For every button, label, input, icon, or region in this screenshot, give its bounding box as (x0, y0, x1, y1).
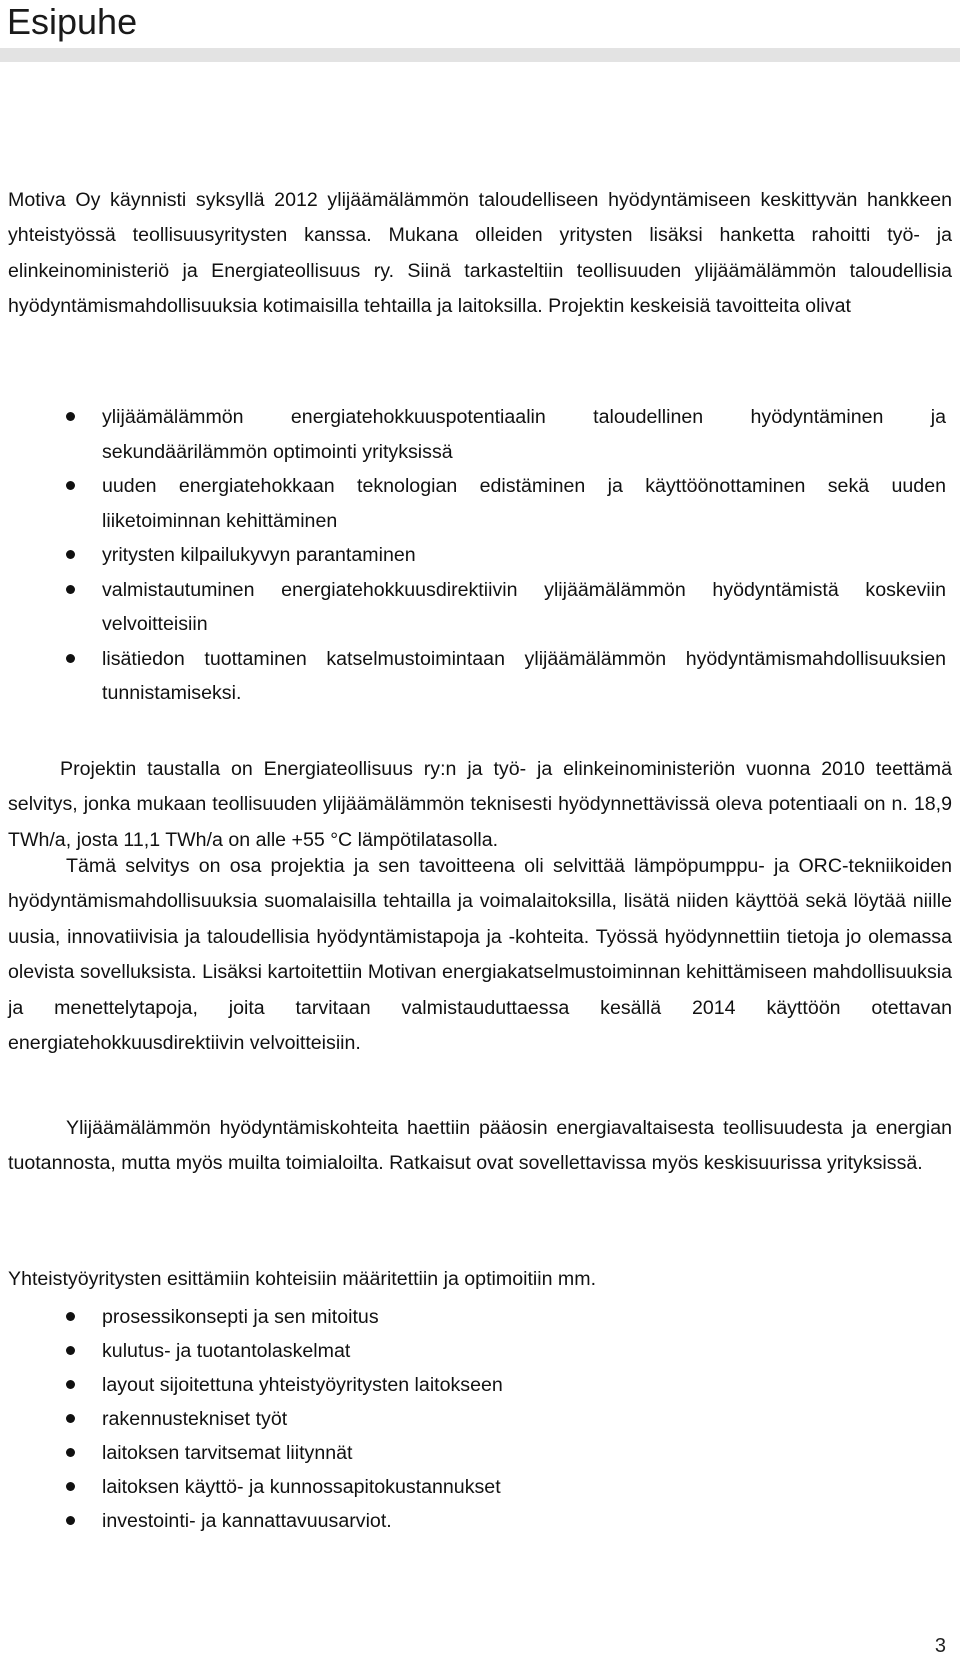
bullet-icon (66, 1380, 75, 1389)
bullet-icon (66, 550, 75, 559)
partner-item-text: laitoksen käyttö- ja kunnossapitokustannukset (102, 1476, 501, 1498)
partner-items-list (8, 1300, 952, 1538)
targets-paragraph: Ylijäämälämmön hyödyntämiskohteita haettiin pääosin energiavaltaisesta teollisuudesta ja energian tuotannosta, mutta myös muilta toimialoilta. Ratkaisut ovat sovellettavissa myös keskisuurissa yrityksissä. (8, 1117, 952, 1175)
goal-item (8, 538, 952, 573)
partner-item-text: kulutus- ja tuotantolaskelmat (102, 1340, 351, 1362)
page-heading: Esipuhe (7, 1, 138, 42)
bullet-icon (66, 654, 75, 663)
partner-item (8, 1368, 952, 1402)
bullet-icon (66, 585, 75, 594)
goal-item (8, 573, 952, 642)
bullet-icon (66, 1312, 75, 1321)
goal-item (8, 642, 952, 711)
goal-text: valmistautuminen energiatehokkuusdirektiivin ylijäämälämmön hyödyntämistä koskeviin velvoitteisiin (102, 578, 946, 635)
partner-item (8, 1402, 952, 1436)
bullet-icon (66, 481, 75, 490)
goal-text: ylijäämälämmön energiatehokkuuspotentiaalin taloudellinen hyödyntäminen ja sekundäärilämmön optimointi yrityksissä (102, 406, 946, 463)
partner-item (8, 1470, 952, 1504)
goal-item (8, 400, 952, 469)
goal-text: lisätiedon tuottaminen katselmustoimintaan ylijäämälämmön hyödyntämismahdollisuuksien tunnistamiseksi. (102, 647, 946, 704)
partner-item-text: investointi- ja kannattavuusarviot. (102, 1510, 392, 1532)
page-number: 3 (934, 1635, 946, 1657)
partner-item-text: rakennustekniset työt (102, 1408, 288, 1430)
goal-item (8, 469, 952, 538)
partner-item (8, 1334, 952, 1368)
bullet-icon (66, 412, 75, 421)
partner-item-text: prosessikonsepti ja sen mitoitus (102, 1306, 379, 1328)
intro-paragraph: Motiva Oy käynnisti syksyllä 2012 ylijäämälämmön taloudelliseen hyödyntämiseen keskittyvän hankkeen yhteistyössä teollisuusyritysten kanssa. Mukana olleiden yritysten lisäksi hanketta rahoitti työ- ja elinkeinoministeriö ja Energiateollisuus ry. Siinä tarkasteltiin teollisuuden ylijäämälämmön taloudellisia hyödyntämismahdollisuuksia kotimaisilla tehtailla ja laitoksilla. Projektin keskeisiä tavoitteita olivat (8, 189, 952, 318)
partner-item (8, 1300, 952, 1334)
goal-text: uuden energiatehokkaan teknologian edistäminen ja käyttöönottaminen sekä uuden liiketoiminnan kehittäminen (102, 475, 946, 532)
bullet-icon (66, 1346, 75, 1355)
bullet-icon (66, 1516, 75, 1525)
partner-item-text: layout sijoitettuna yhteistyöyritysten laitokseen (102, 1374, 503, 1396)
goal-text: yritysten kilpailukyvyn parantaminen (102, 544, 416, 566)
heading-rule (0, 48, 960, 62)
goals-list (8, 400, 952, 711)
partner-item (8, 1504, 952, 1538)
partner-item (8, 1436, 952, 1470)
bullet-icon (66, 1482, 75, 1491)
bullet-icon (66, 1448, 75, 1457)
background-paragraph: Projektin taustalla on Energiateollisuus ry:n ja työ- ja elinkeinoministeriön vuonna 2010 teettämä selvitys, jonka mukaan teollisuuden ylijäämälämmön teknisesti hyödynnettävissä oleva potentiaali on n. 18,9 TWh/a, josta 11,1 TWh/a on alle +55 °C lämpötilatasolla. (8, 758, 952, 851)
partner-item-text: laitoksen tarvitsemat liitynnät (102, 1442, 353, 1464)
bullet-icon (66, 1414, 75, 1423)
study-paragraph: Tämä selvitys on osa projektia ja sen tavoitteena oli selvittää lämpöpumppu- ja ORC-tekniikoiden hyödyntämismahdollisuuksia suomalaisilla tehtailla ja voimalaitoksilla, lisätä niiden käyttöä sekä löytää niille uusia, innovatiivisia ja taloudellisia hyödyntämistapoja ja -kohteita. Työssä hyödynnettiin tietoja jo olemassa olevista sovelluksista. Lisäksi kartoitettiin Motivan energiakatselmustoiminnan kehittämiseen mahdollisuuksia ja menettelytapoja, joita tarvitaan valmistauduttaessa kesällä 2014 käyttöön otettavan energiatehokkuusdirektiivin velvoitteisiin. (8, 855, 952, 1055)
partners-intro: Yhteistyöyritysten esittämiin kohteisiin määritettiin ja optimoitiin mm. (8, 1268, 597, 1290)
